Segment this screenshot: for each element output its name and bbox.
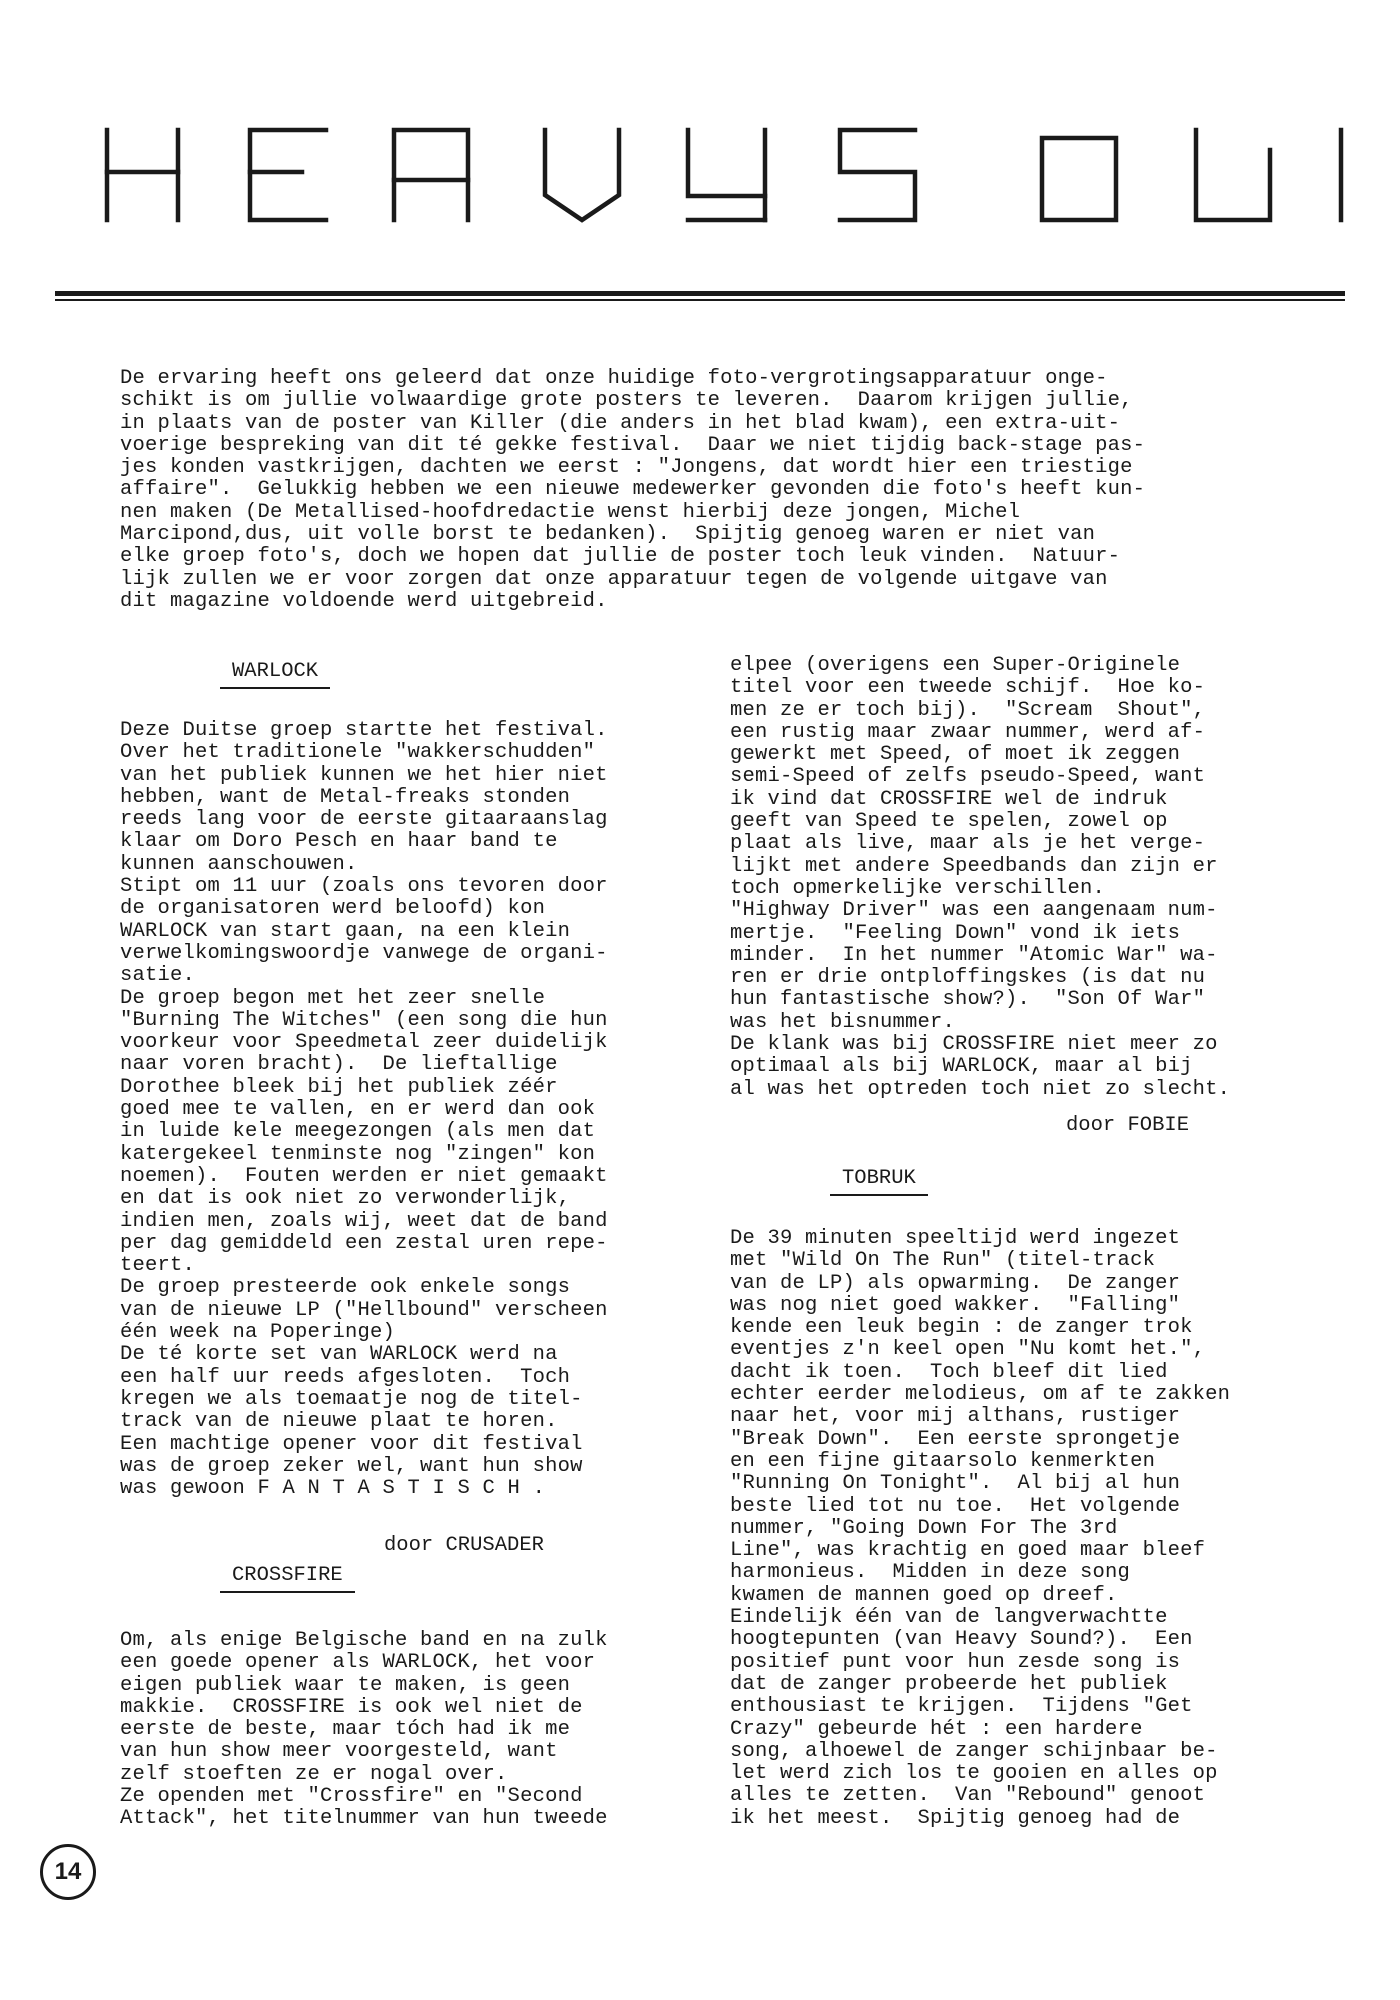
crossfire-byline: door FOBIE xyxy=(1066,1114,1190,1137)
warlock-body: Deze Duitse groep startte het festival. Over het traditionele "wakkerschudden" van het publiek kunnen we het hier niet hebben, want de Metal-freaks stonden reeds lang voor de eerste gitaaraanslag klaar om Doro Pesch en haar band te kunnen aanschouwen. Stipt om 11 uur (zoals ons tevoren door de organisatoren werd beloofd) kon WARLOCK van start gaan, na een klein verwelkomingswoordje vanwege de organi- satie. De groep begon met het zeer snelle "Burning The Witches" (een song die hun voorkeur voor Speedmetal zeer duidelijk naar voren bracht). De lieftallige Dorothee bleek bij het publiek zéér goed mee te vallen, en er werd dan ook in luide kele meegezongen (als men dat katergekeel tenminste nog "zingen" kon noemen). Fouten werden er niet gemaakt en dat is ook niet zo verwonderlijk, indien men, zoals wij, weet dat de band per dag gemiddeld een zestal uren repe- teert. De groep presteerde ook enkele songs van de nieuwe LP ("Hellbound" verscheen één week na Poperinge) De té korte set van WARLOCK werd na een half uur reeds afgesloten. Toch kregen we als toemaatje nog de titel- track van de nieuwe plaat te horen. Een machtige opener voor dit festival was de groep zeker wel, want hun show was gewoon F A N T A S T I S C H . xyxy=(120,719,608,1501)
letter-v xyxy=(545,130,619,220)
warlock-byline: door CRUSADER xyxy=(384,1534,544,1557)
letter-a xyxy=(394,130,468,220)
letter-e xyxy=(250,130,326,220)
crossfire-body-left: Om, als enige Belgische band en na zulk een goede opener als WARLOCK, het voor eigen publiek waar te maken, is geen makkie. CROSSFIRE is ook wel niet de eerste de beste, maar tóch had ik me van hun show meer voorgesteld, want zelf stoeften ze er nogal over. Ze openden met "Crossfire" en "Second Attack", het titelnummer van hun tweede xyxy=(120,1629,608,1831)
masthead xyxy=(0,0,1400,300)
letter-y xyxy=(688,130,765,220)
letter-o xyxy=(1042,138,1116,220)
section-heading-crossfire: CROSSFIRE xyxy=(220,1565,355,1593)
letter-s xyxy=(840,130,915,220)
masthead-lettering xyxy=(0,0,1400,300)
masthead-rule-thick xyxy=(55,291,1345,296)
letter-h xyxy=(107,130,178,220)
intro-paragraph: De ervaring heeft ons geleerd dat onze huidige foto-vergrotingsapparatuur onge- schikt is om jullie volwaardige grote posters te leveren. Daarom krijgen jullie, in plaats van de poster van Killer (die anders in het blad kwam), een extra-uit- voerige bespreking van dit té gekke festival. Daar we niet tijdig back-stage pas- jes konden vastkrijgen, dachten we eerst : "Jongens, dat wordt hier een triestige affaire". Gelukkig hebben we een nieuwe medewerker gevonden die foto's heeft kun- nen maken (De Metallised-hoofdredactie wenst hierbij deze jongen, Michel Marcipond,dus, uit volle borst te bedanken). Spijtig genoeg waren er niet van elke groep foto's, doch we hopen dat jullie de poster toch leuk vinden. Natuur- lijk zullen we er voor zorgen dat onze apparatuur tegen de volgende uitgave van dit magazine voldoende werd uitgebreid. xyxy=(120,367,1146,613)
crossfire-body-right: elpee (overigens een Super-Originele titel voor een tweede schijf. Hoe ko- men ze er toch bij). "Scream Shout", een rustig maar zwaar nummer, werd af- gewerkt met Speed, of moet ik zeggen semi-Speed of zelfs pseudo-Speed, want ik vind dat CROSSFIRE wel de indruk geeft van Speed te spelen, zowel op plaat als live, maar als je het verge- lijkt met andere Speedbands dan zijn er toch opmerkelijke verschillen. "Highway Driver" was een aangenaam num- mertje. "Feeling Down" vond ik iets minder. In het nummer "Atomic War" wa- ren er drie ontploffingskes (is dat nu hun fantastische show?). "Son Of War" was het bisnummer. De klank was bij CROSSFIRE niet meer zo optimaal als bij WARLOCK, maar al bij al was het optreden toch niet zo slecht. xyxy=(730,654,1231,1101)
section-heading-tobruk: TOBRUK xyxy=(830,1168,928,1196)
letter-u xyxy=(1196,130,1270,220)
page-number: 14 xyxy=(40,1844,96,1900)
section-heading-warlock: WARLOCK xyxy=(220,661,330,689)
tobruk-body: De 39 minuten speeltijd werd ingezet met "Wild On The Run" (titel-track van de LP) als opwarming. De zanger was nog niet goed wakker. "Falling" kende een leuk begin : de zanger trok eventjes z'n keel open "Nu komt het.", dacht ik toen. Toch bleef dit lied echter eerder melodieus, om af te zakken naar het, voor mij althans, rustiger "Break Down". Een eerste sprongetje en een fijne gitaarsolo kenmerkten "Running On Tonight". Al bij al hun beste lied tot nu toe. Het volgende nummer, "Going Down For The 3rd Line", was krachtig en goed maar bleef harmonieus. Midden in deze song kwamen de mannen goed op dreef. Eindelijk één van de langverwachtte hoogtepunten (van Heavy Sound?). Een positief punt voor hun zesde song is dat de zanger probeerde het publiek enthousiast te krijgen. Tijdens "Get Crazy" gebeurde hét : een hardere song, alhoewel de zanger schijnbaar be- let werd zich los te gooien en alles op alles te zetten. Van "Rebound" genoot ik het meest. Spijtig genoeg had de xyxy=(730,1227,1231,1830)
masthead-rule-thin xyxy=(55,299,1345,301)
